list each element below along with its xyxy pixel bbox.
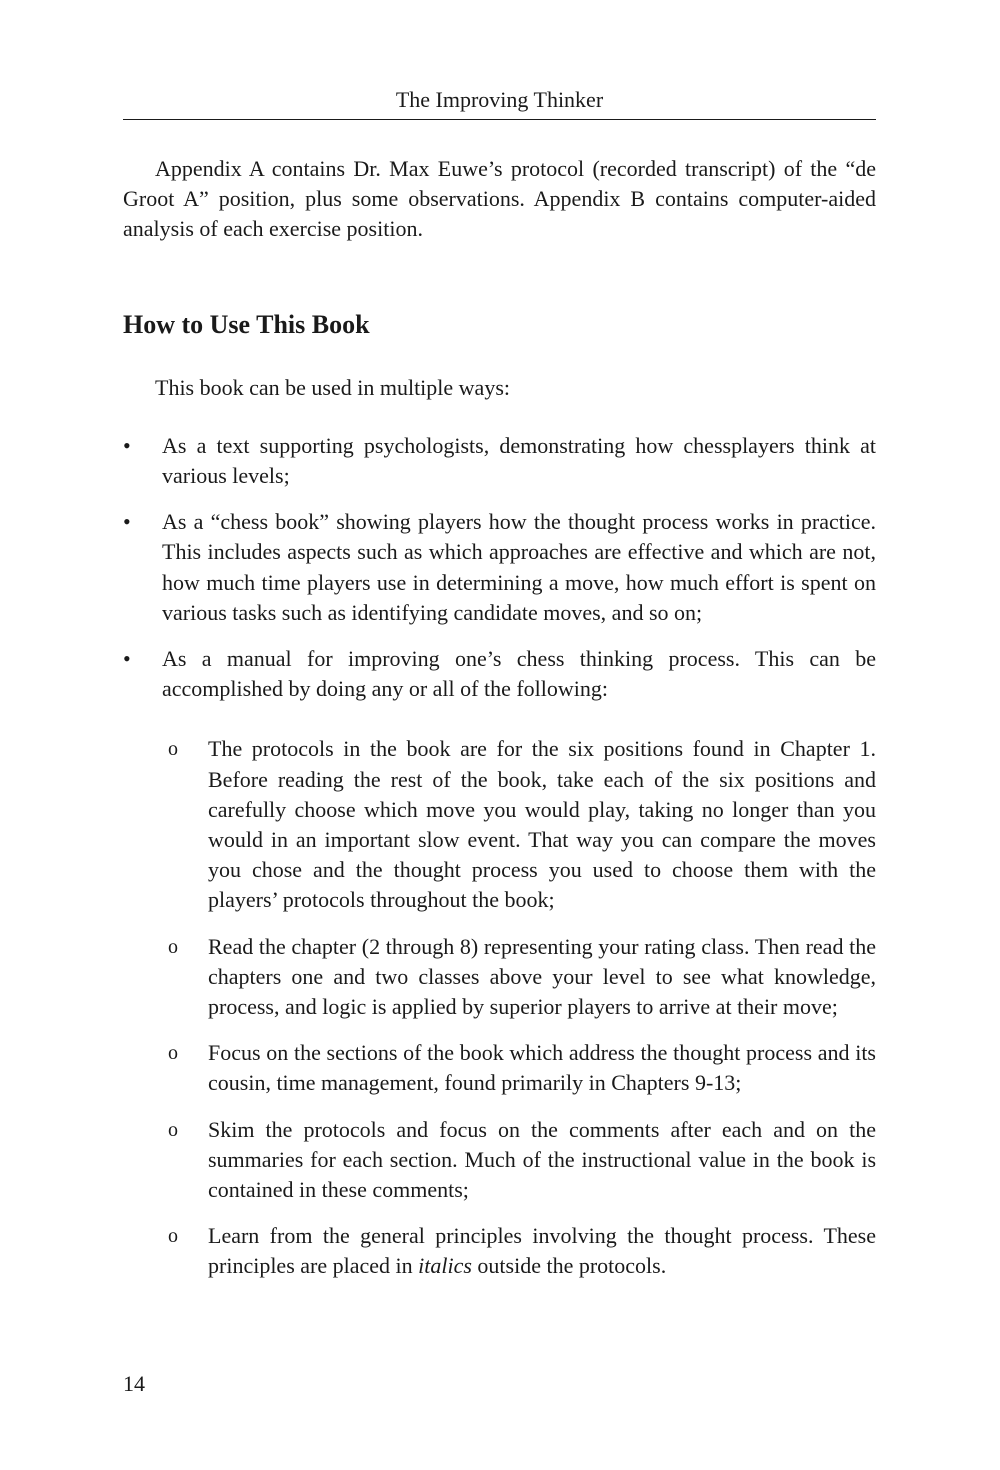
bullet-marker: • <box>123 646 131 672</box>
sub-text-start: Learn from the general principles involving the thought process. These principles are placed in <box>208 1223 876 1279</box>
sub-marker: o <box>168 935 178 958</box>
italics-emphasis: italics <box>418 1253 472 1279</box>
sub-item <box>162 1221 876 1281</box>
sub-marker: o <box>168 1042 178 1065</box>
sub-text: Focus on the sections of the book which address the thought process and its cousin, time management, found primarily in Chapters 9-13; <box>208 1040 876 1096</box>
sub-item <box>162 932 876 1023</box>
bullet-marker: • <box>123 432 131 458</box>
page-number: 14 <box>123 1371 145 1396</box>
intro-paragraph: Appendix A contains Dr. Max Euwe’s protocol (recorded transcript) of the “de Groot A” position, plus some observations. Appendix B contains computer-aided analysis of each exercise position. <box>123 156 876 242</box>
sub-list <box>162 734 876 1281</box>
bullet-text: As a text supporting psychologists, demonstrating how chessplayers think at various levels; <box>162 432 876 489</box>
bullet-list <box>123 431 876 1282</box>
running-head-rule <box>123 119 876 120</box>
section-lead-in: This book can be used in multiple ways: <box>155 374 510 400</box>
section-heading: How to Use This Book <box>123 309 370 339</box>
sub-marker: o <box>168 1225 178 1248</box>
bullet-marker: • <box>123 509 131 535</box>
sub-marker: o <box>168 1118 178 1141</box>
sub-text: The protocols in the book are for the six positions found in Chapter 1. Before reading the rest of the book, take each of the six positions and carefully choose which move you would play, taking no longer than you would in an important slow event. That way you can compare the moves you chose and the thought process you used to choose them with the players’ protocols throughout the book; <box>208 736 876 913</box>
bullet-item <box>123 507 876 628</box>
page-content <box>123 154 876 1298</box>
sub-item <box>162 1038 876 1098</box>
sub-item <box>162 734 876 915</box>
sub-text <box>208 1221 876 1281</box>
sub-text-end: outside the protocols. <box>471 1253 667 1279</box>
running-head: The Improving Thinker <box>395 87 604 112</box>
sub-marker: o <box>168 738 178 761</box>
bullet-text: As a manual for improving one’s chess thinking process. This can be accomplished by doing any or all of the following: <box>162 646 876 702</box>
sub-text: Read the chapter (2 through 8) representing your rating class. Then read the chapters one and two classes above your level to see what knowledge, process, and logic is applied by superior players to arrive at their move; <box>208 933 876 1020</box>
bullet-text: As a “chess book” showing players how the thought process works in practice. This includes aspects such as which approaches are effective and which are not, how much time players use in determining a move, how much effort is spent on various tasks such as identifying candidate moves, and so on; <box>162 509 876 625</box>
sub-text: Skim the protocols and focus on the comments after each and on the summaries for each section. Much of the instructional value in the book is contained in these comments; <box>208 1116 876 1203</box>
sub-item <box>162 1115 876 1206</box>
bullet-item <box>123 644 876 1282</box>
bullet-item <box>123 431 876 491</box>
